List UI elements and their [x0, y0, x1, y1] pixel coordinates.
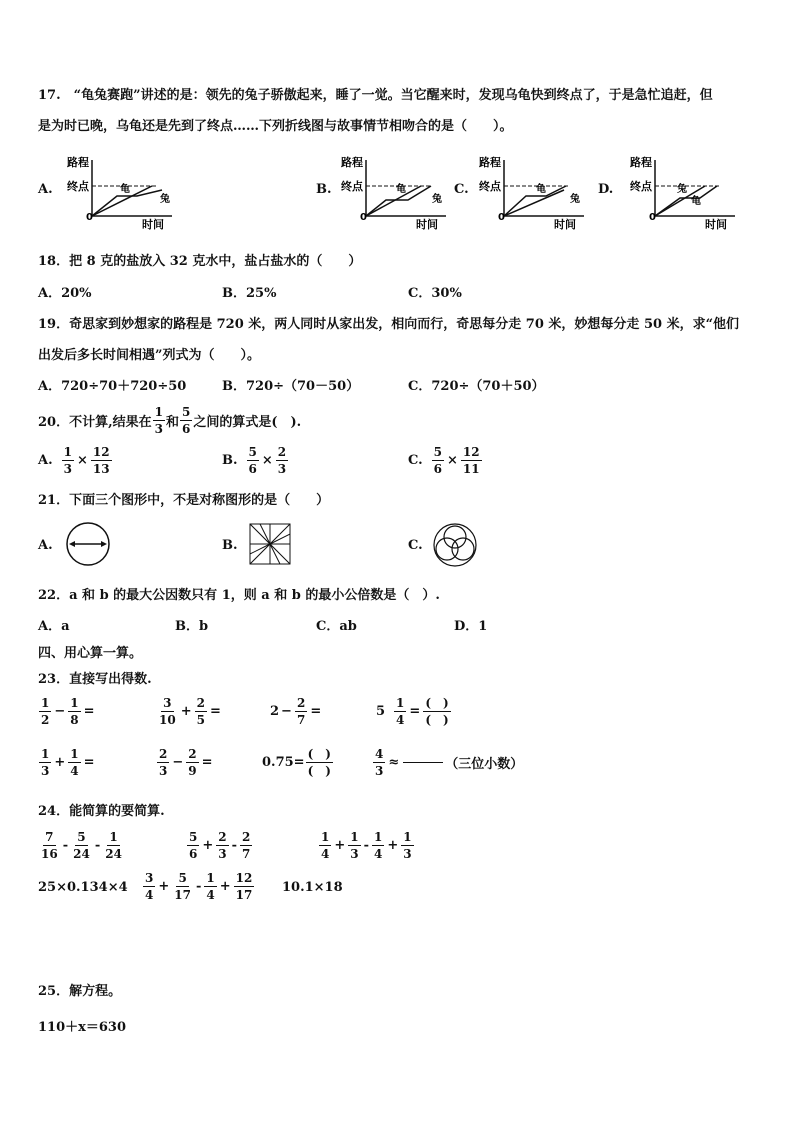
- q17-graph-a-xlabel: 时间: [142, 218, 164, 230]
- q19-line1: 19．奇思家到妙想家的路程是 720 米，两人同时从家出发，相向而行，奇思每分走 70 米，妙想每分走 50 米，求“他们: [38, 317, 740, 332]
- q20-option-a-frac1: $\frac{1}{3}$: [63, 444, 72, 476]
- q17-graph-c-xlabel: 时间: [554, 218, 576, 230]
- q19-option-c[interactable]: C．720÷（70＋50）: [408, 379, 545, 394]
- q19-line2: 出发后多长时间相遇”列式为（ ）。: [38, 348, 260, 363]
- q20-option-c-frac1: $\frac{5}{6}$: [433, 444, 443, 476]
- q17-graph-d-tortoise: 龟: [691, 196, 701, 207]
- q23-expr-8: $\frac{4}{3}$ ≈ （三位小数）: [375, 746, 524, 778]
- q17-graph-d-finish: 终点: [630, 180, 652, 193]
- q17-graph-a-finish: 终点: [67, 180, 89, 193]
- q23-expr-6: $\frac{2}{3}$ − $\frac{2}{9}$ =: [159, 746, 213, 778]
- q20-fraction-2: $\frac{5}{6}$: [182, 404, 191, 436]
- q17-graph-c-ylabel: 路程: [479, 156, 501, 169]
- q20-option-b-frac1: $\frac{5}{6}$: [248, 444, 257, 476]
- q24-expr-2: $\frac{5}{6}$ + $\frac{2}{3}$ - $\frac{2}{7}$: [189, 829, 251, 861]
- q17-graph-c-origin: 0: [498, 212, 505, 223]
- q17-graph-d-ylabel: 路程: [630, 156, 652, 169]
- trefoil-icon: [430, 518, 480, 568]
- q22-option-d[interactable]: D．1: [454, 619, 488, 634]
- section-heading: 四、用心算一算。: [38, 646, 143, 661]
- q17-graph-c-tortoise: 龟: [536, 184, 546, 195]
- q23-expr-5: $\frac{1}{3}$ + $\frac{1}{4}$ =: [41, 746, 95, 778]
- q17-option-d[interactable]: D.: [598, 182, 614, 197]
- q18-stem: 18．把 8 克的盐放入 32 克水中，盐占盐水的（ ）: [38, 254, 362, 269]
- q20-stem: [38, 402, 301, 438]
- q19-option-a[interactable]: A．720÷70＋720÷50: [38, 379, 187, 394]
- q17-option-a[interactable]: A.: [38, 182, 53, 197]
- q21-stem: 21．下面三个图形中，不是对称图形的是（ ）: [38, 493, 330, 508]
- q17-line1: 17. “龟兔赛跑”讲述的是：领先的兔子骄傲起来，睡了一觉。当它醒来时，发现乌龟快到终点了，于是急忙追赶，但: [38, 88, 713, 103]
- q17-graph-a-ylabel: 路程: [67, 156, 89, 169]
- q20-option-b[interactable]: B. $\frac{5}{6}$ × $\frac{2}{3}$: [222, 444, 287, 476]
- q17-graph-d-rabbit: 兔: [677, 184, 687, 195]
- q20-option-b-frac2: $\frac{2}{3}$: [277, 444, 287, 476]
- q23-expr-4: 5 $\frac{1}{4}$ = $\frac{( )}{( )}$: [376, 695, 449, 727]
- q22-stem: 22．a 和 b 的最大公因数只有 1，则 a 和 b 的最小公倍数是（ ）.: [38, 588, 440, 603]
- q17-graph-a-rabbit: 兔: [160, 194, 170, 205]
- q24-expr-6: 10.1×18: [282, 880, 343, 895]
- q17-graph-b-ylabel: 路程: [341, 156, 363, 169]
- q17-line2: 是为时已晚，乌龟还是先到了终点……下列折线图与故事情节相吻合的是（ ）。: [38, 119, 513, 134]
- q24-expr-1: $\frac{7}{16}$ - $\frac{5}{24}$ - $\frac{1}{24}$: [41, 829, 122, 861]
- q24-expr-4: 25×0.134×4: [38, 880, 128, 895]
- pinwheel-icon: [246, 520, 294, 568]
- q24-expr-5: $\frac{3}{4}$ + $\frac{5}{17}$ - $\frac{1}{4}$ + $\frac{12}{17}$: [145, 870, 253, 902]
- q23-answer-8-blank[interactable]: [403, 762, 443, 763]
- q17-graph-d: [625, 150, 745, 230]
- q23-stem: 23．直接写出得数.: [38, 672, 152, 687]
- q17-graph-b-xlabel: 时间: [416, 218, 438, 230]
- q20-option-a-frac2: $\frac{12}{13}$: [92, 444, 110, 476]
- q25-equation: 110＋x＝630: [38, 1020, 127, 1035]
- q17-graph-c-rabbit: 兔: [570, 194, 580, 205]
- q24-stem: 24．能简算的要简算.: [38, 804, 165, 819]
- q17-graph-d-origin: 0: [649, 212, 656, 223]
- q17-graph-b-origin: 0: [360, 212, 367, 223]
- q17-graph-a: [62, 150, 182, 230]
- q18-option-c[interactable]: C．30%: [408, 286, 462, 301]
- q20-option-c-frac2: $\frac{12}{11}$: [462, 444, 480, 476]
- q18-option-a[interactable]: A．20%: [38, 286, 92, 301]
- circle-double-arrow-icon: [62, 520, 114, 568]
- q17-graph-d-xlabel: 时间: [705, 218, 727, 230]
- q17-graph-b-rabbit: 兔: [432, 194, 442, 205]
- q20-suffix: 之间的算式是( ).: [193, 414, 302, 430]
- q17-graph-c: [474, 150, 594, 230]
- q22-option-c[interactable]: C．ab: [316, 619, 357, 634]
- q20-option-a[interactable]: A. $\frac{1}{3}$ × $\frac{12}{13}$: [38, 444, 110, 476]
- q21-option-c[interactable]: C.: [408, 538, 423, 553]
- q19-option-b[interactable]: B．720÷（70－50）: [222, 379, 360, 394]
- q20-prefix: 20．不计算,结果在: [38, 414, 152, 430]
- q23-expr-1: $\frac{1}{2}$ − $\frac{1}{8}$ =: [41, 695, 95, 727]
- q24-expr-3: $\frac{1}{4}$ + $\frac{1}{3}$ - $\frac{1}{4}$ + $\frac{1}{3}$: [321, 829, 412, 861]
- q17-option-b[interactable]: B.: [316, 182, 332, 197]
- q17-graph-b: [336, 150, 456, 230]
- q21-option-a[interactable]: A.: [38, 538, 53, 553]
- q17-graph-b-finish: 终点: [341, 180, 363, 193]
- q20-option-c[interactable]: C. $\frac{5}{6}$ × $\frac{12}{11}$: [408, 444, 480, 476]
- q17-graph-b-tortoise: 龟: [396, 184, 406, 195]
- q17-graph-c-finish: 终点: [479, 180, 501, 193]
- q22-option-b[interactable]: B．b: [175, 619, 209, 634]
- q17-graph-a-tortoise: 龟: [120, 184, 130, 195]
- q17-graph-a-origin: 0: [86, 212, 93, 223]
- q20-mid: 和: [165, 414, 179, 430]
- q20-fraction-1: $\frac{1}{3}$: [154, 404, 163, 436]
- q21-option-b[interactable]: B.: [222, 538, 238, 553]
- q18-option-b[interactable]: B．25%: [222, 286, 277, 301]
- q23-answer-4[interactable]: $\frac{( )}{( )}$: [425, 695, 449, 727]
- q23-expr-7: 0.75= $\frac{( )}{( )}$: [262, 746, 331, 778]
- q17-option-c[interactable]: C.: [454, 182, 469, 197]
- q25-stem: 25．解方程。: [38, 984, 122, 999]
- q23-expr-3: 2 − $\frac{2}{7}$ =: [270, 695, 322, 727]
- q23-answer-7[interactable]: $\frac{( )}{( )}$: [307, 746, 331, 778]
- q22-option-a[interactable]: A．a: [38, 619, 70, 634]
- q23-expr-2: $\frac{3}{10}$ + $\frac{2}{5}$ =: [159, 695, 221, 727]
